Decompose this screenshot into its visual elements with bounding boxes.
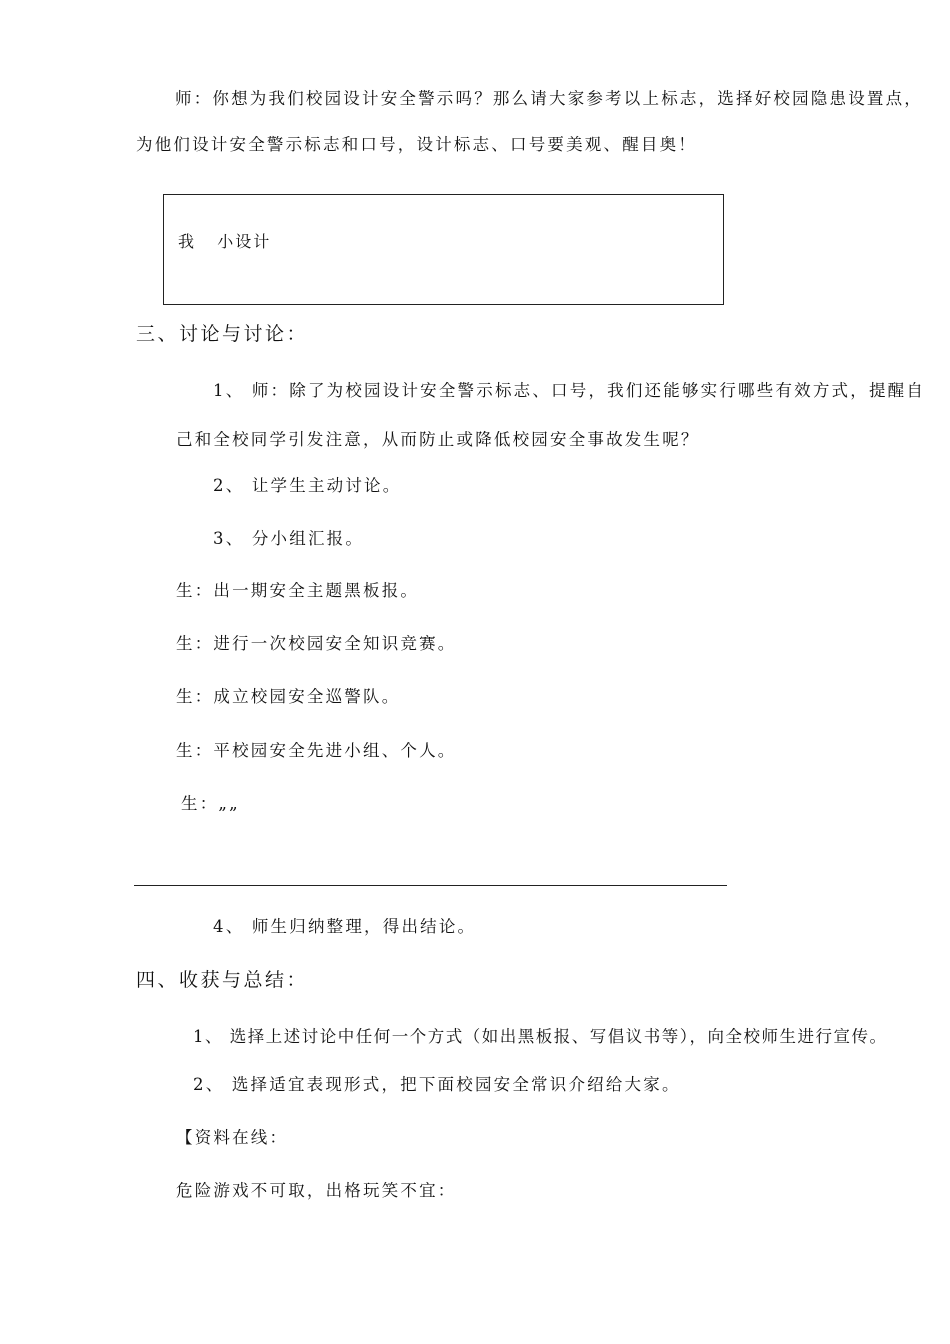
section-3-item-1-line-2: 己和全校同学引发注意，从而防止或降低校园安全事故发生呢？ <box>176 430 700 449</box>
horizontal-rule <box>134 885 727 886</box>
section-4-heading: 四、收获与总结： <box>136 969 309 991</box>
section-3-heading: 三、讨论与讨论： <box>136 323 309 345</box>
section-3-item-1-line-1: 1、 师：除了为校园设计安全警示标志、口号，我们还能够实行哪些有效方式，提醒自 <box>213 381 926 400</box>
intro-line-1: 师：你想为我们校园设计安全警示吗？那么请大家参考以上标志，选择好校园隐患设置点， <box>175 89 923 108</box>
intro-line-2: 为他们设计安全警示标志和口号，设计标志、口号要美观、醒目奥！ <box>136 135 697 154</box>
student-response-1: 生：出一期安全主题黑板报。 <box>176 581 420 600</box>
student-response-5: 生：„„ <box>181 794 240 813</box>
resource-label: 【资料在线： <box>176 1128 289 1147</box>
section-3-item-3: 3、 分小组汇报。 <box>213 529 365 548</box>
student-response-3: 生：成立校园安全巡警队。 <box>176 687 401 706</box>
resource-line: 危险游戏不可取，出格玩笑不宜： <box>176 1181 457 1200</box>
section-3-item-4: 4、 师生归纳整理，得出结论。 <box>213 917 477 936</box>
design-box <box>163 194 724 305</box>
section-4-item-2: 2、 选择适宜表现形式，把下面校园安全常识介绍给大家。 <box>193 1075 681 1094</box>
student-response-2: 生：进行一次校园安全知识竞赛。 <box>176 634 457 653</box>
section-3-item-2: 2、 让学生主动讨论。 <box>213 476 402 495</box>
student-response-4: 生：平校园安全先进小组、个人。 <box>176 741 457 760</box>
design-box-label: 我 小设计 <box>178 232 272 251</box>
section-4-item-1: 1、 选择上述讨论中任何一个方式（如出黑板报、写倡议书等），向全校师生进行宣传。 <box>193 1027 888 1046</box>
